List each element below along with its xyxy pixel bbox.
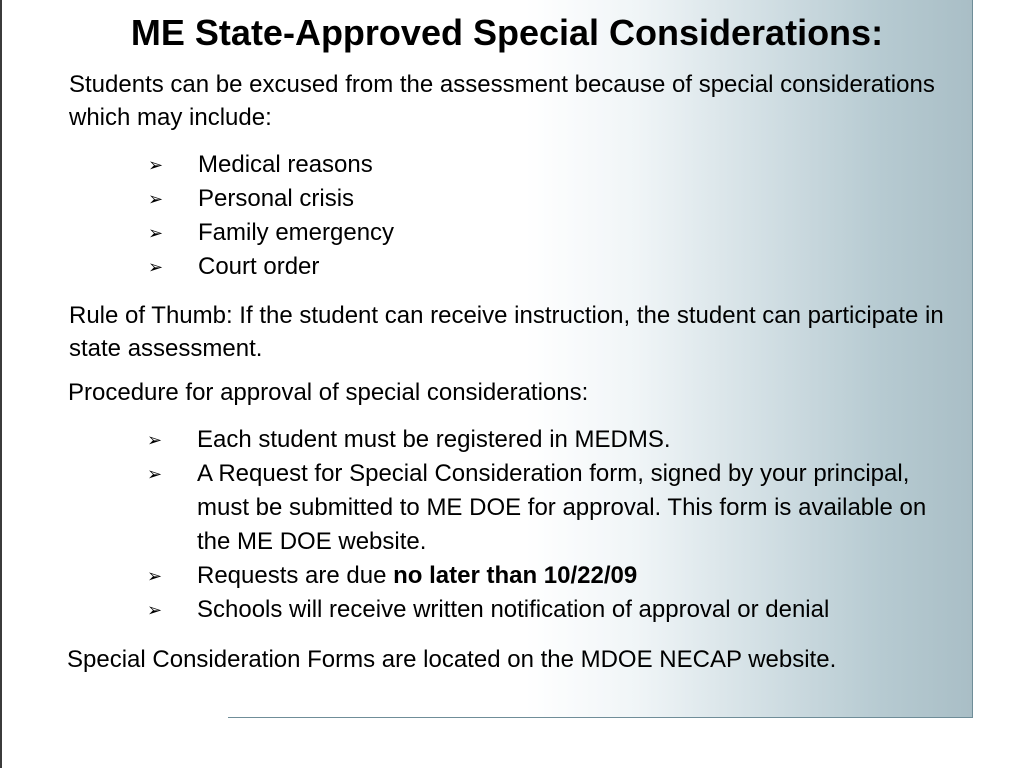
intro-text: Students can be excused from the assessment because of special considerations which may include: bbox=[69, 71, 935, 131]
procedure-list bbox=[147, 423, 947, 627]
list-item: ➢ Medical reasons bbox=[148, 148, 848, 182]
arrow-bullet-icon: ➢ bbox=[147, 566, 163, 586]
list-item: ➢ Court order bbox=[148, 250, 848, 284]
arrow-bullet-icon: ➢ bbox=[148, 189, 164, 209]
footer-note: Special Consideration Forms are located on the MDOE NECAP website. bbox=[67, 646, 837, 673]
arrow-bullet-icon: ➢ bbox=[148, 223, 164, 243]
arrow-bullet-icon: ➢ bbox=[148, 257, 164, 277]
list-item: ➢ Schools will receive written notification of approval or denial bbox=[147, 593, 947, 627]
list-item: ➢ A Request for Special Consideration form, signed by your principal, must be submitted to ME DOE for approval. This form is available on the ME DOE website. bbox=[147, 457, 947, 559]
rule-of-thumb-text: Rule of Thumb: If the student can receive instruction, the student can participate in state assessment. bbox=[69, 302, 944, 362]
due-date-emphasis: no later than 10/22/09 bbox=[393, 562, 638, 589]
arrow-bullet-icon: ➢ bbox=[147, 464, 163, 484]
list-item: ➢ Family emergency bbox=[148, 216, 848, 250]
left-edge-line bbox=[0, 0, 2, 768]
list-item: ➢ Requests are due no later than 10/22/09 bbox=[147, 559, 947, 593]
list-item: ➢ Personal crisis bbox=[148, 182, 848, 216]
procedure-heading: Procedure for approval of special considerations: bbox=[68, 379, 589, 406]
arrow-bullet-icon: ➢ bbox=[147, 430, 163, 450]
slide-title: ME State-Approved Special Considerations: bbox=[130, 12, 884, 53]
arrow-bullet-icon: ➢ bbox=[148, 155, 164, 175]
arrow-bullet-icon: ➢ bbox=[147, 600, 163, 620]
reasons-list bbox=[148, 148, 848, 284]
list-item: ➢ Each student must be registered in MEDMS. bbox=[147, 423, 947, 457]
